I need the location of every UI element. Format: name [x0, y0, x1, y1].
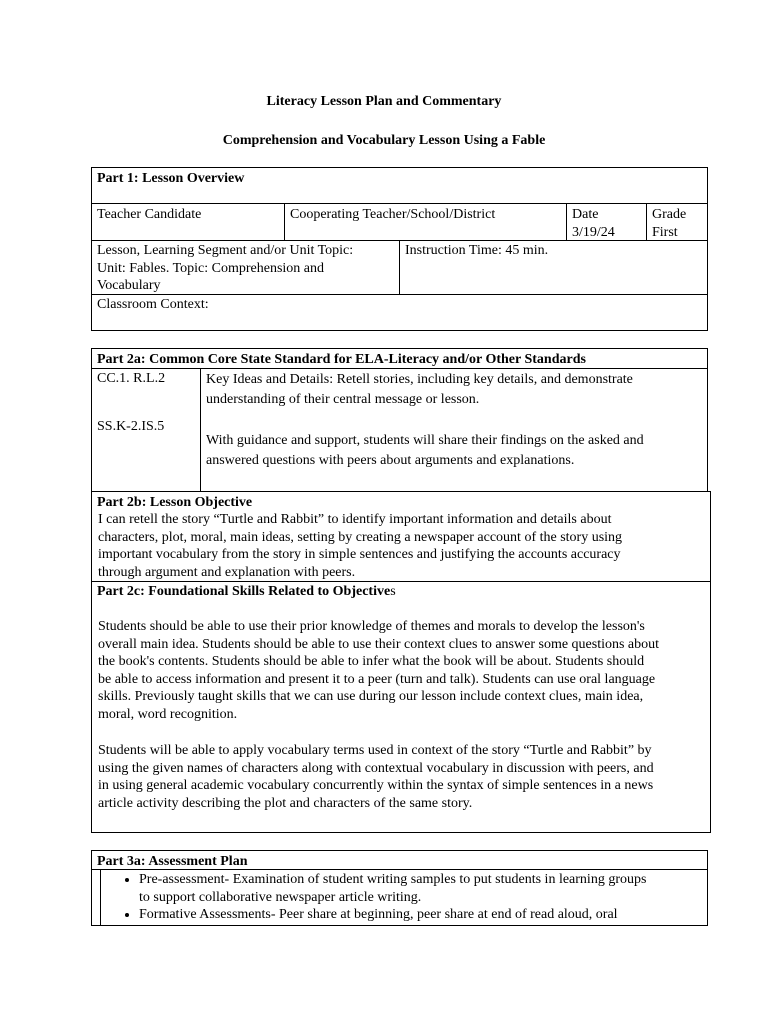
- lesson-topic-line: Lesson, Learning Segment and/or Unit Topic:: [97, 243, 354, 258]
- lesson-objective: [98, 511, 622, 581]
- standard-text-2: [201, 429, 649, 473]
- assessment-item: [139, 906, 707, 924]
- classroom-context-label: Classroom Context:: [97, 297, 209, 312]
- paragraph-line: in using general academic vocabulary concurrently within the syntax of simple sentences in a news: [98, 778, 654, 793]
- paragraph-line: moral, word recognition.: [98, 706, 238, 722]
- foundational-skills-paragraph-2: [98, 742, 654, 812]
- objective-line: important vocabulary from the story in simple sentences and justifying the accounts accuracy: [98, 547, 621, 562]
- date-label: Date: [572, 207, 599, 222]
- document-title: Literacy Lesson Plan and Commentary: [266, 94, 502, 109]
- part2c-heading-text: Part 2c: Foundational Skills Related to Objective: [97, 584, 391, 599]
- standard-line: With guidance and support, students will share their findings on the asked and: [206, 433, 644, 448]
- paragraph-line: Students will be able to apply vocabulary terms used in context of the story “Turtle and Rabbit” by: [98, 743, 652, 758]
- standard-line: Key Ideas and Details: Retell stories, including key details, and demonstrate: [206, 372, 633, 387]
- standard-code-2: SS.K-2.IS.5: [97, 419, 165, 434]
- part2b-2c-section: [91, 491, 711, 833]
- assessment-item: [139, 871, 707, 906]
- part2b-heading: Part 2b: Lesson Objective: [97, 495, 253, 510]
- objective-line: characters, plot, moral, main ideas, setting by creating a newspaper account of the story using: [98, 529, 623, 545]
- part3a-table: [91, 850, 708, 926]
- paragraph-line: skills. Previously taught skills that we can use during our lesson include context clues, main idea,: [98, 689, 644, 704]
- foundational-skills-paragraph-1: [98, 618, 659, 723]
- date-value: 3/19/24: [572, 224, 615, 240]
- standard-line: answered questions with peers about arguments and explanations.: [206, 453, 575, 468]
- assessment-line: • Pre-assessment- Examination of student writing samples to put students in learning groups: [139, 872, 647, 887]
- document-subtitle: Comprehension and Vocabulary Lesson Using a Fable: [222, 133, 546, 148]
- standard-text-1: [201, 368, 638, 412]
- cooperating-teacher-label: Cooperating Teacher/School/District: [290, 207, 496, 222]
- objective-line: through argument and explanation with peers.: [98, 564, 356, 580]
- part2a-heading: Part 2a: Common Core State Standard for ELA-Literacy and/or Other Standards: [97, 352, 586, 367]
- assessment-line: • Formative Assessments- Peer share at beginning, peer share at end of read aloud, oral: [139, 907, 618, 922]
- part2c-heading: [92, 581, 401, 603]
- grade-value: First: [652, 224, 678, 240]
- divider: [92, 869, 707, 870]
- standard-line: understanding of their central message or lesson.: [206, 392, 480, 407]
- teacher-candidate-label: Teacher Candidate: [97, 207, 202, 222]
- standard-code-1: CC.1. R.L.2: [97, 371, 166, 386]
- paragraph-line: be able to access information and present it to a peer (turn and talk). Students can use oral language: [98, 671, 656, 687]
- paragraph-line: overall main idea. Students should be able to use their context clues to answer some questions about: [98, 636, 660, 652]
- objective-line: I can retell the story “Turtle and Rabbit” to identify important information and details about: [98, 512, 612, 527]
- part2a-table: [91, 348, 708, 492]
- paragraph-line: article activity describing the plot and characters of the same story.: [98, 795, 473, 811]
- lesson-topic-line: Unit: Fables. Topic: Comprehension and: [97, 260, 325, 276]
- instruction-time: Instruction Time: 45 min.: [405, 243, 549, 258]
- part2c-heading-tail: s: [390, 584, 396, 599]
- paragraph-line: the book's contents. Students should be able to infer what the book will be about. Students should: [98, 654, 645, 669]
- part3a-heading: Part 3a: Assessment Plan: [97, 854, 248, 869]
- paragraph-line: Students should be able to use their prior knowledge of themes and morals to develop the lesson's: [98, 619, 645, 634]
- date-field: [567, 204, 620, 243]
- assessment-list: [92, 871, 707, 924]
- grade-field: [647, 204, 691, 243]
- part1-table: [91, 167, 708, 331]
- part1-heading: Part 1: Lesson Overview: [97, 171, 245, 186]
- assessment-line: to support collaborative newspaper article writing.: [139, 889, 422, 905]
- grade-label: Grade: [652, 207, 687, 222]
- lesson-topic: [92, 240, 358, 297]
- paragraph-line: using the given names of characters along with contextual vocabulary in discussion with peers, and: [98, 760, 654, 776]
- lesson-topic-line: Vocabulary: [97, 278, 161, 293]
